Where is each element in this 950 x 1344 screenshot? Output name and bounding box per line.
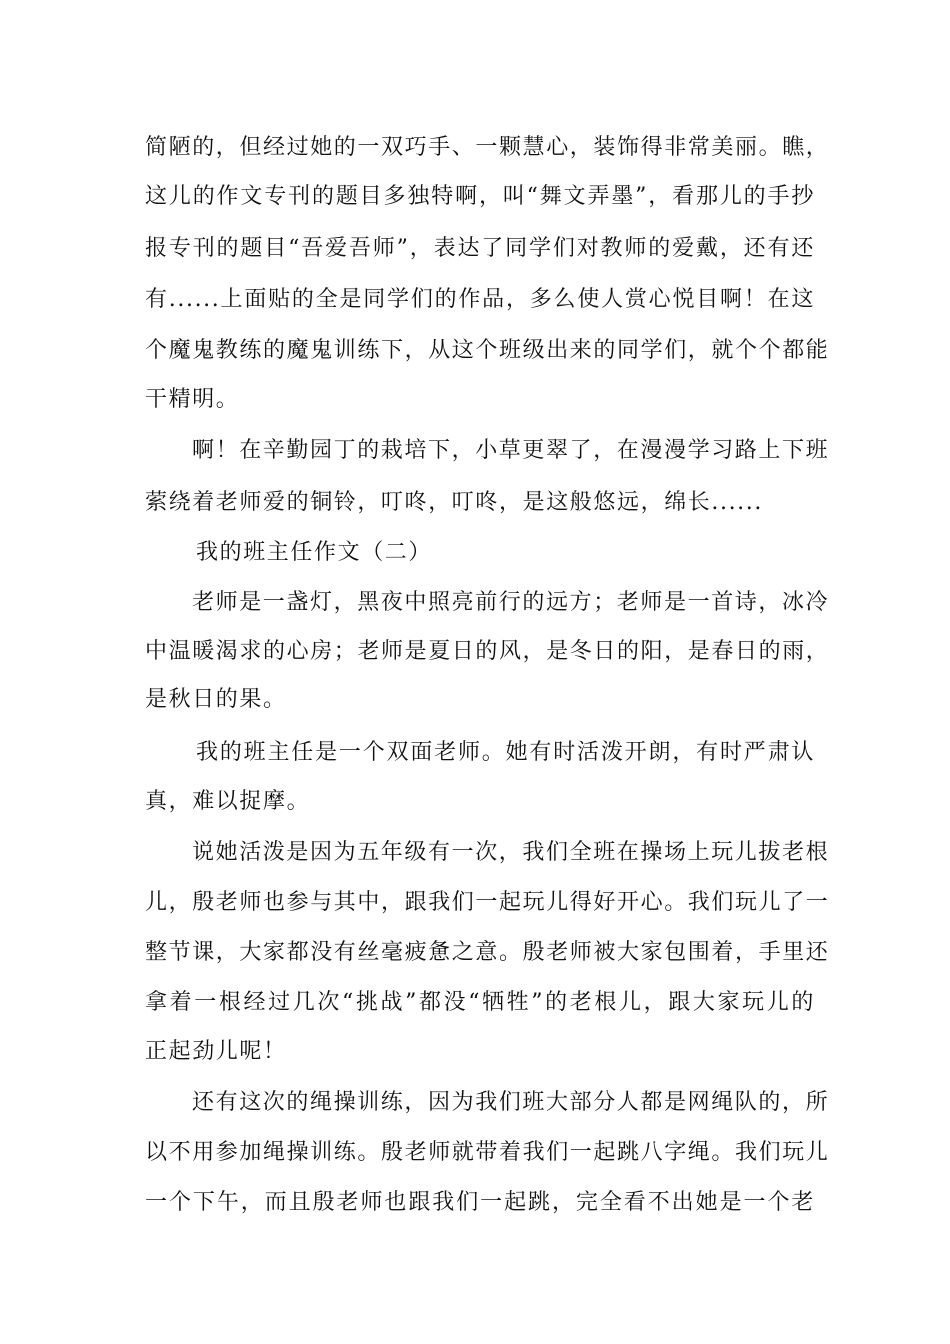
text-line: 整节课，大家都没有丝毫疲惫之意。殷老师被大家包围着，手里还 — [145, 940, 830, 965]
text-line: 是秋日的果。 — [145, 687, 287, 712]
text-line: 报专刊的题目“吾爱吾师”，表达了同学们对教师的爱戴，还有还 — [145, 236, 815, 261]
paragraph-first-line: 我的班主任是一个双面老师。她有时活泼开朗，有时严肃认 — [196, 740, 815, 765]
paragraph-first-line: 说她活泼是因为五年级有一次，我们全班在操场上玩儿拔老根 — [192, 840, 830, 865]
paragraph-first-line: 啊！在辛勤园丁的栽培下，小草更翠了，在漫漫学习路上下班 — [192, 438, 830, 463]
text-line: 正起劲儿呢！ — [145, 1039, 287, 1064]
text-line: 一个下午，而且殷老师也跟我们一起跳，完全看不出她是一个老 — [145, 1190, 815, 1215]
text-line: 干精明。 — [145, 387, 240, 412]
text-line: 拿着一根经过几次“挑战”都没“牺牲”的老根儿，跟大家玩儿的 — [145, 990, 815, 1015]
text-line: 以不用参加绳操训练。殷老师就带着我们一起跳八字绳。我们玩儿 — [145, 1140, 830, 1165]
text-line: 有......上面贴的全是同学们的作品，多么使人赏心悦目啊！在这 — [145, 287, 815, 312]
text-line: 这儿的作文专刊的题目多独特啊，叫“舞文弄墨”，看那儿的手抄 — [145, 184, 815, 209]
paragraph-first-line: 还有这次的绳操训练，因为我们班大部分人都是网绳队的，所 — [192, 1090, 830, 1115]
text-line: 中温暖渴求的心房；老师是夏日的风，是冬日的阳，是春日的雨， — [145, 639, 830, 664]
section-title: 我的班主任作文（二） — [196, 540, 433, 565]
text-line: 儿，殷老师也参与其中，跟我们一起玩儿得好开心。我们玩儿了一 — [145, 890, 830, 915]
text-line: 萦绕着老师爱的铜铃，叮咚，叮咚，是这般悠远，绵长...... — [145, 490, 763, 515]
text-line: 个魔鬼教练的魔鬼训练下，从这个班级出来的同学们，就个个都能 — [145, 338, 830, 363]
text-line: 真，难以捉摩。 — [145, 789, 311, 814]
paragraph-first-line: 老师是一盏灯，黑夜中照亮前行的远方；老师是一首诗，冰冷 — [192, 590, 830, 615]
text-line: 简陋的，但经过她的一双巧手、一颗慧心，装饰得非常美丽。瞧， — [145, 135, 830, 160]
